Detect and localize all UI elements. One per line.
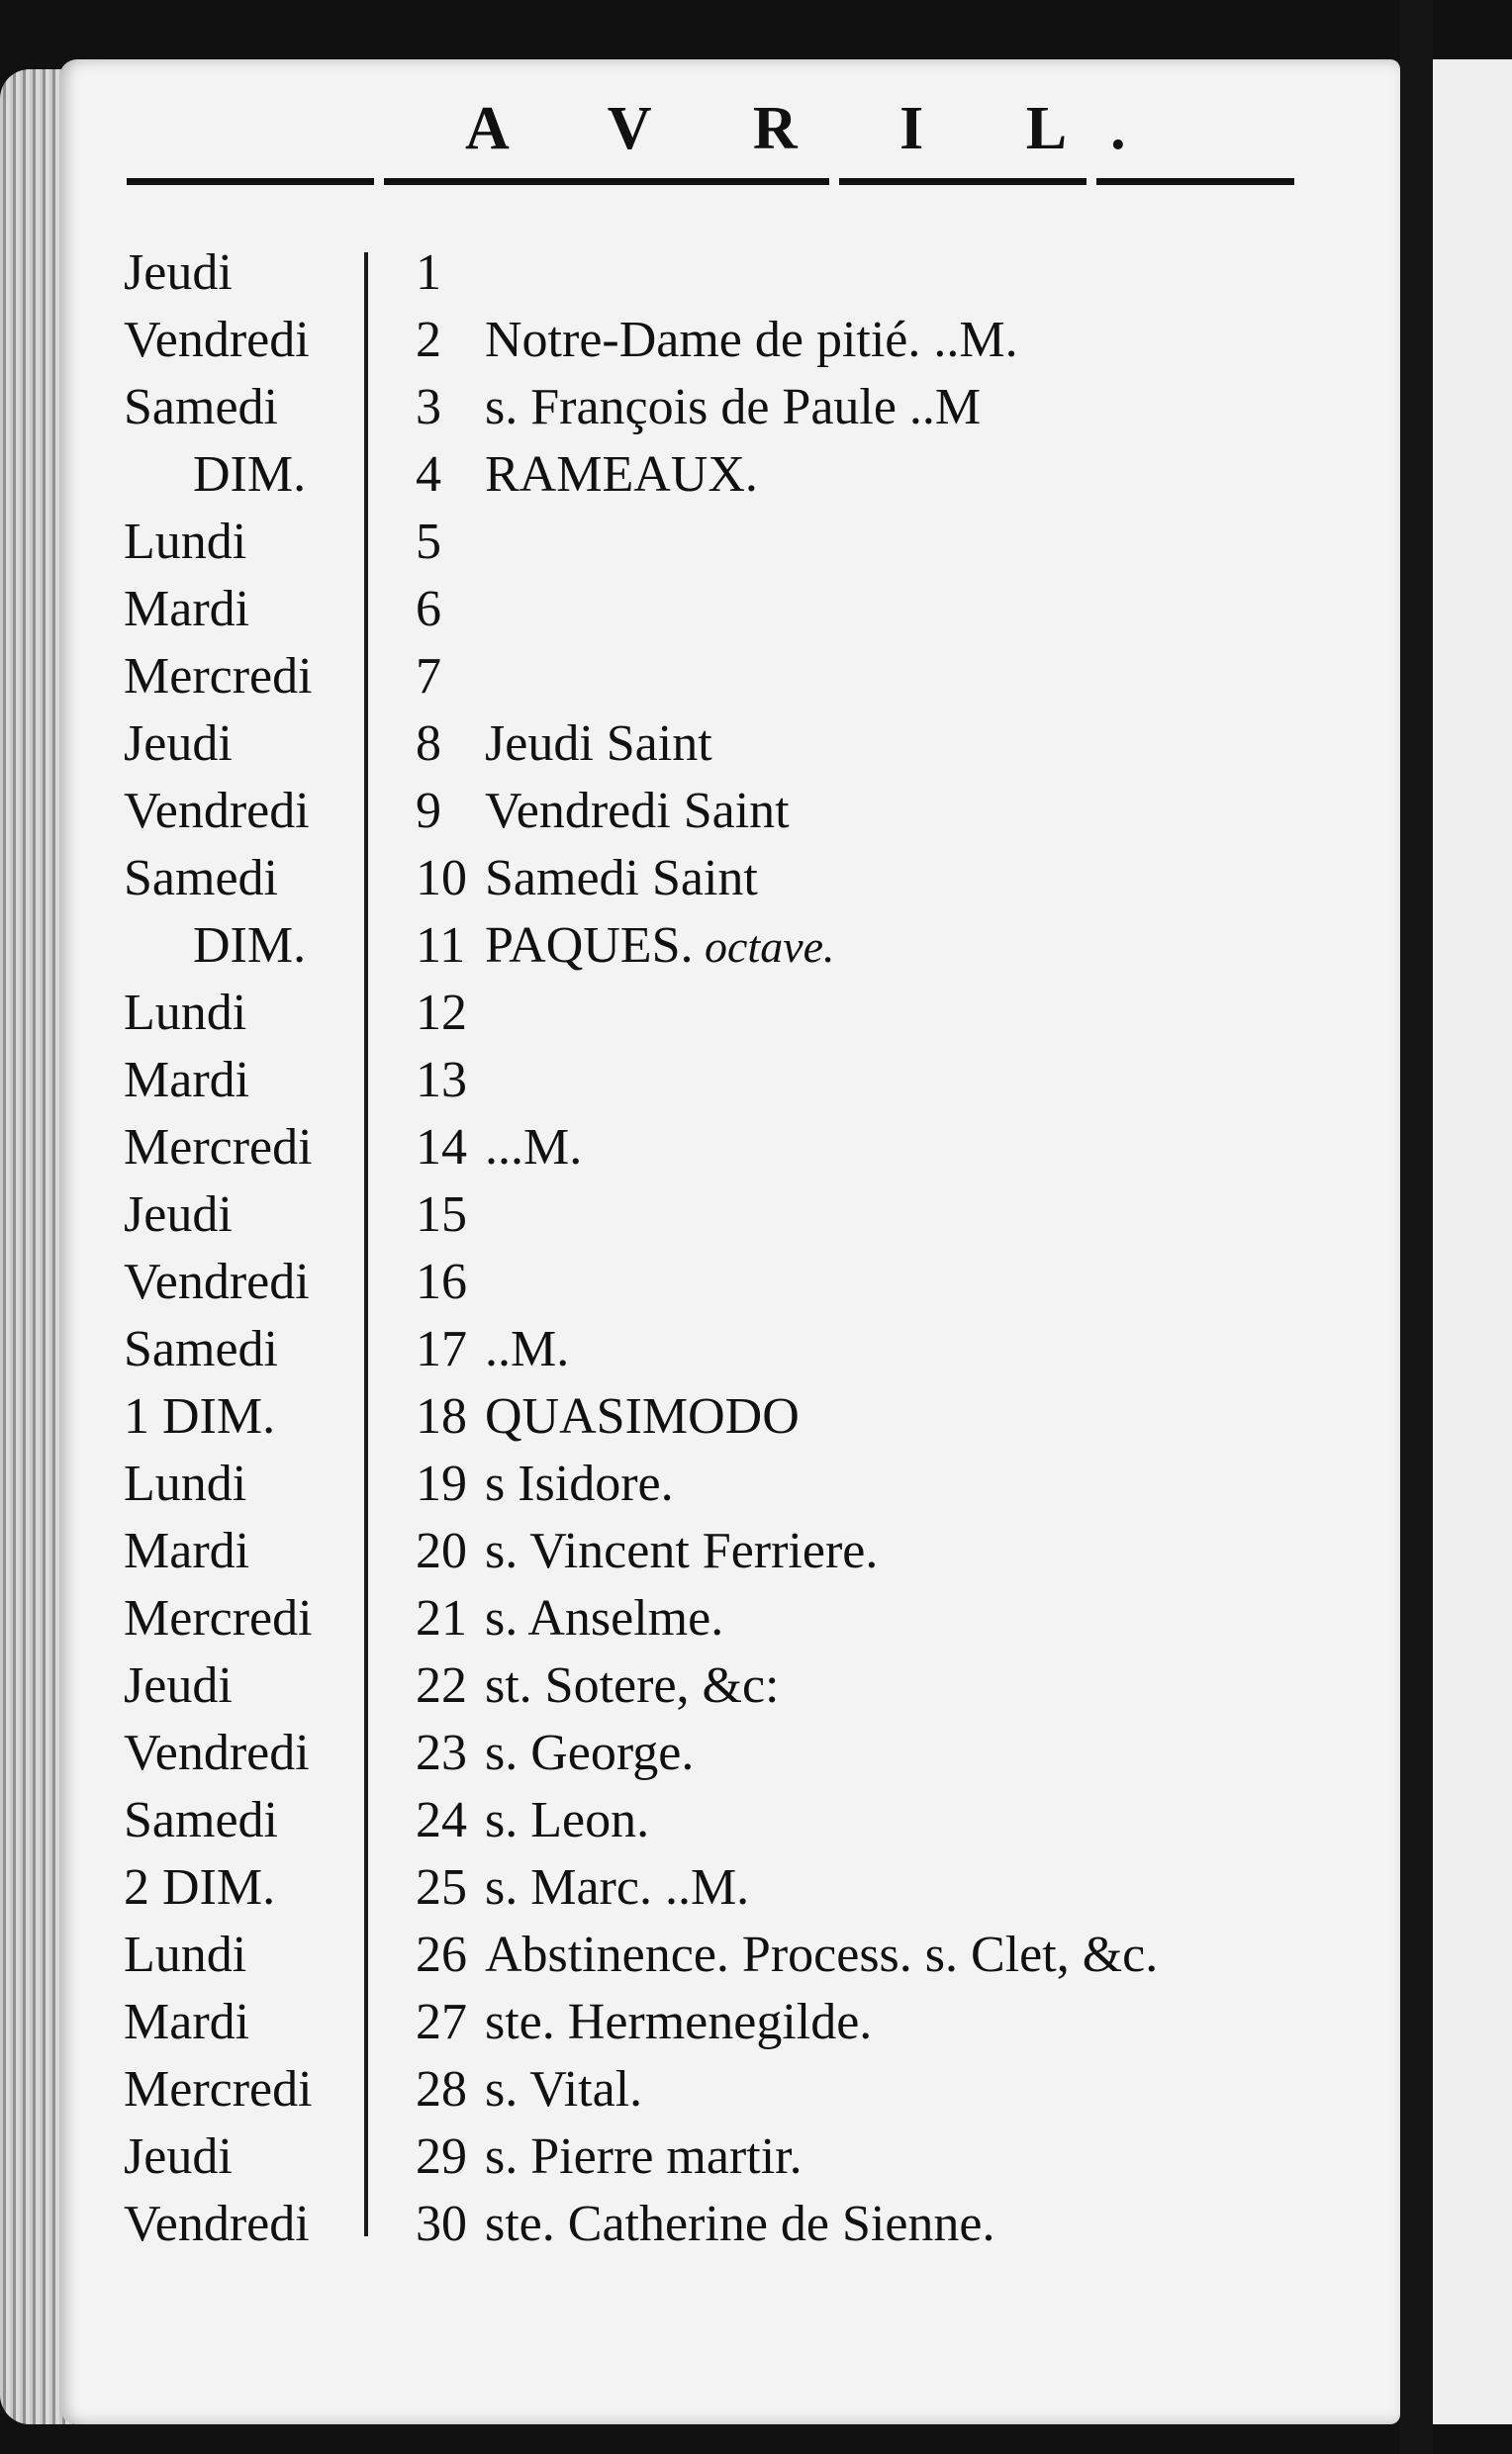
calendar-row xyxy=(0,1181,1336,1249)
feast-entry xyxy=(485,710,712,778)
feast-entry xyxy=(485,1451,674,1518)
calendar-row xyxy=(0,1518,1336,1585)
calendar-row xyxy=(0,778,1336,845)
feast-entry xyxy=(485,1518,878,1585)
facing-page xyxy=(1433,59,1512,2424)
calendar-row xyxy=(0,643,1336,710)
calendar-row xyxy=(0,1114,1336,1181)
day-number: 5 xyxy=(416,514,441,570)
feast-text: Vendredi Saint xyxy=(485,783,790,839)
day-number: 23 xyxy=(416,1725,467,1781)
feast-entry xyxy=(485,1383,800,1451)
book-gutter xyxy=(1400,0,1433,2454)
feast-entry xyxy=(485,912,835,981)
feast-italic: octave. xyxy=(693,921,835,972)
day-number: 15 xyxy=(416,1186,467,1243)
feast-text: ...M. xyxy=(485,1119,583,1176)
calendar-row xyxy=(0,1249,1336,1316)
weekday: Mercredi xyxy=(124,2061,313,2118)
feast-text: Jeudi Saint xyxy=(485,715,712,772)
feast-entry xyxy=(485,2056,642,2124)
day-number: 24 xyxy=(416,1792,467,1848)
weekday: Mardi xyxy=(124,581,250,637)
day-number: 28 xyxy=(416,2061,467,2118)
feast-entry xyxy=(485,778,790,845)
feast-entry xyxy=(485,1652,780,1720)
day-number: 11 xyxy=(416,917,466,974)
month-title: A V R I L. xyxy=(465,95,1170,162)
weekday: Lundi xyxy=(124,514,247,570)
calendar-row xyxy=(0,980,1336,1047)
day-number: 22 xyxy=(416,1657,467,1714)
feast-text: Abstinence. Process. s. Clet, &c. xyxy=(485,1927,1159,1983)
day-number: 27 xyxy=(416,1994,467,2050)
weekday: Samedi xyxy=(124,1321,278,1377)
feast-entry xyxy=(485,1585,723,1652)
weekday: Samedi xyxy=(124,1792,278,1848)
day-number: 2 xyxy=(416,312,441,368)
weekday: 2 DIM. xyxy=(124,1859,276,1916)
weekday: Vendredi xyxy=(124,1725,310,1781)
calendar-row xyxy=(0,1989,1336,2056)
calendar-row xyxy=(0,2124,1336,2191)
day-number: 26 xyxy=(416,1927,467,1983)
day-number: 7 xyxy=(416,648,441,705)
feast-text: s. George. xyxy=(485,1725,695,1781)
day-number: 14 xyxy=(416,1119,467,1176)
feast-entry xyxy=(485,374,981,441)
header-rule xyxy=(1096,178,1294,185)
feast-text: st. Sotere, &c: xyxy=(485,1657,780,1714)
weekday: Lundi xyxy=(124,1456,247,1512)
feast-entry xyxy=(485,307,1018,374)
day-number: 29 xyxy=(416,2128,467,2185)
day-number: 16 xyxy=(416,1254,467,1310)
calendar-row xyxy=(0,1787,1336,1854)
day-number: 21 xyxy=(416,1590,467,1647)
feast-entry xyxy=(485,1854,749,1922)
feast-entry xyxy=(485,1720,694,1787)
day-number: 25 xyxy=(416,1859,467,1916)
weekday: DIM. xyxy=(193,446,307,503)
weekday: Mardi xyxy=(124,1052,250,1108)
day-number: 8 xyxy=(416,715,441,772)
feast-text: ste. Hermenegilde. xyxy=(485,1994,873,2050)
calendar-row xyxy=(0,1451,1336,1518)
weekday: Mardi xyxy=(124,1523,250,1579)
calendar-row xyxy=(0,239,1336,307)
day-number: 20 xyxy=(416,1523,467,1579)
day-number: 6 xyxy=(416,581,441,637)
feast-entry xyxy=(485,1316,569,1383)
feast-text: s Isidore. xyxy=(485,1456,674,1512)
day-number: 9 xyxy=(416,783,441,839)
header-rule xyxy=(127,178,374,185)
day-number: 3 xyxy=(416,379,441,435)
calendar-row xyxy=(0,441,1336,509)
feast-text: s. Pierre martir. xyxy=(485,2128,803,2185)
calendar-row xyxy=(0,1854,1336,1922)
weekday: Jeudi xyxy=(124,1186,233,1243)
calendar-row xyxy=(0,2191,1336,2258)
day-number: 10 xyxy=(416,850,467,906)
feast-text: s. Vincent Ferriere. xyxy=(485,1523,879,1579)
weekday: Vendredi xyxy=(124,1254,310,1310)
weekday: Vendredi xyxy=(124,312,310,368)
feast-text: Notre-Dame de pitié. ..M. xyxy=(485,312,1018,368)
weekday: Jeudi xyxy=(124,1657,233,1714)
day-number: 1 xyxy=(416,244,441,301)
feast-text: s. Marc. ..M. xyxy=(485,1859,750,1916)
feast-text: RAMEAUX. xyxy=(485,446,758,503)
weekday: Jeudi xyxy=(124,244,233,301)
feast-text: s. Anselme. xyxy=(485,1590,724,1647)
weekday: DIM. xyxy=(193,917,307,974)
feast-entry xyxy=(485,845,758,912)
weekday: Mercredi xyxy=(124,1590,313,1647)
calendar-row xyxy=(0,374,1336,441)
feast-text: ste. Catherine de Sienne. xyxy=(485,2196,995,2252)
calendar-row xyxy=(0,509,1336,576)
feast-text: QUASIMODO xyxy=(485,1388,800,1445)
calendar-row xyxy=(0,710,1336,778)
day-number: 19 xyxy=(416,1456,467,1512)
feast-text: s. François de Paule ..M xyxy=(485,379,982,435)
weekday: Mercredi xyxy=(124,1119,313,1176)
feast-entry xyxy=(485,1922,1158,1989)
calendar-row xyxy=(0,1720,1336,1787)
calendar-row xyxy=(0,1585,1336,1652)
feast-entry xyxy=(485,1114,582,1181)
weekday: Mercredi xyxy=(124,648,313,705)
day-number: 17 xyxy=(416,1321,467,1377)
calendar-row xyxy=(0,576,1336,643)
calendar-rows xyxy=(0,239,1336,2258)
day-number: 12 xyxy=(416,985,467,1041)
calendar-row xyxy=(0,1047,1336,1114)
calendar-row xyxy=(0,845,1336,912)
feast-text: ..M. xyxy=(485,1321,570,1377)
calendar-row xyxy=(0,1383,1336,1451)
feast-text: Samedi Saint xyxy=(485,850,758,906)
calendar-row xyxy=(0,1652,1336,1720)
weekday: Lundi xyxy=(124,985,247,1041)
day-number: 4 xyxy=(416,446,441,503)
day-number: 13 xyxy=(416,1052,467,1108)
weekday: Vendredi xyxy=(124,783,310,839)
feast-entry xyxy=(485,2124,803,2191)
header-rule xyxy=(384,178,829,185)
weekday: 1 DIM. xyxy=(124,1388,276,1445)
day-number: 30 xyxy=(416,2196,467,2252)
weekday: Samedi xyxy=(124,379,278,435)
feast-entry xyxy=(485,1989,872,2056)
weekday: Jeudi xyxy=(124,2128,233,2185)
weekday: Lundi xyxy=(124,1927,247,1983)
feast-text: s. Leon. xyxy=(485,1792,650,1848)
feast-text: PAQUES. xyxy=(485,917,694,974)
day-number: 18 xyxy=(416,1388,467,1445)
calendar-row xyxy=(0,1922,1336,1989)
calendar-row xyxy=(0,1316,1336,1383)
feast-entry xyxy=(485,441,758,509)
header-rule xyxy=(839,178,1087,185)
feast-entry xyxy=(485,1787,649,1854)
calendar-row xyxy=(0,2056,1336,2124)
weekday: Samedi xyxy=(124,850,278,906)
calendar-row xyxy=(0,912,1336,980)
weekday: Jeudi xyxy=(124,715,233,772)
feast-entry xyxy=(485,2191,995,2258)
weekday: Vendredi xyxy=(124,2196,310,2252)
weekday: Mardi xyxy=(124,1994,250,2050)
feast-text: s. Vital. xyxy=(485,2061,643,2118)
calendar-row xyxy=(0,307,1336,374)
